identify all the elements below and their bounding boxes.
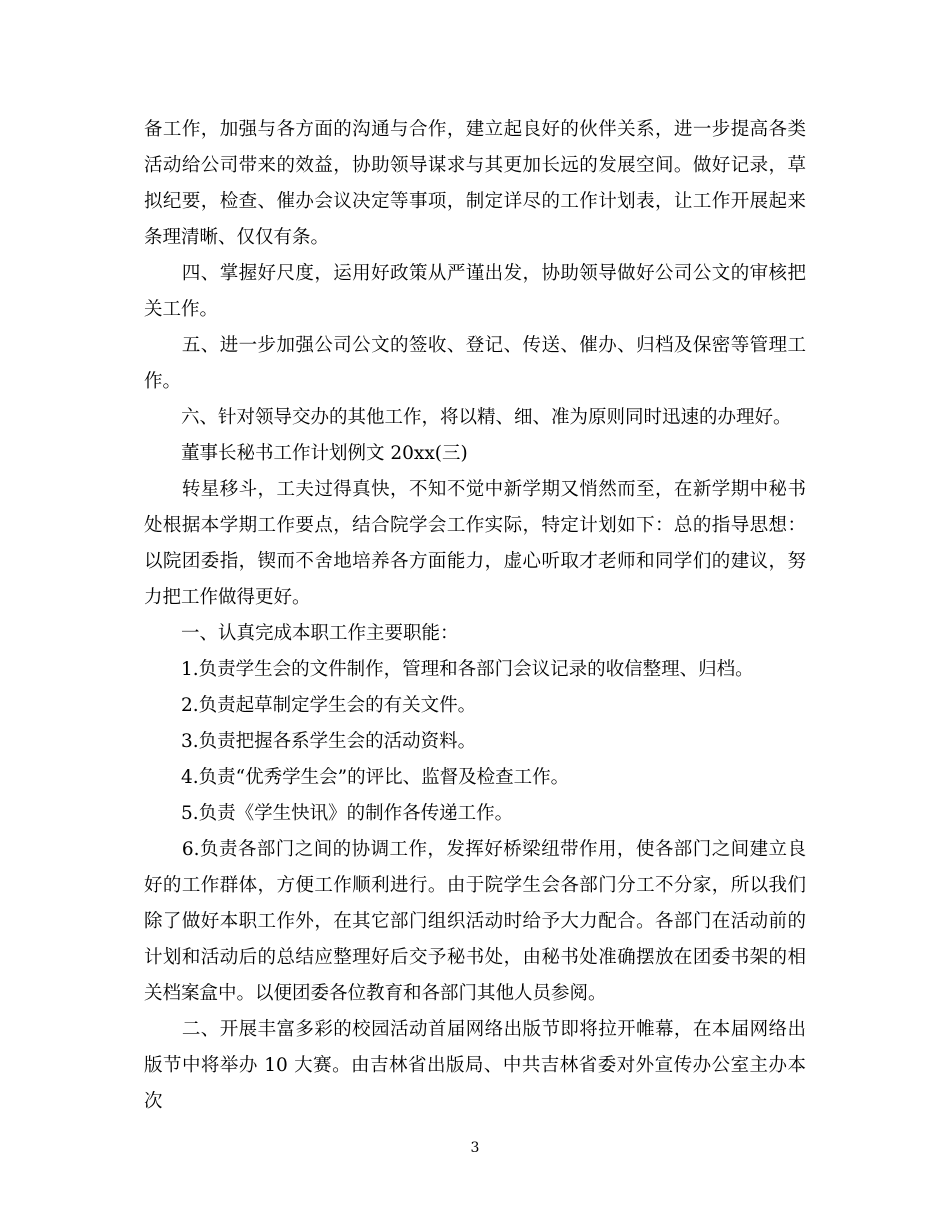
list-item-5: 5.负责《学生快讯》的制作各传递工作。	[144, 803, 514, 824]
list-item-6: 6.负责各部门之间的协调工作，发挥好桥梁纽带作用，使各部门之间建立良好的工作群体，方便工作顺利进行。由于院学生会各部门分工不分家，所以我们除了做好本职工作外，在其它部门组织活动时给予大力配合。各部门在活动前的计划和活动后的总结应整理好后交予秘书处，由秘书处准确摆放在团委书架的相关档案盒中。以便团委各位教育和各部门其他人员参阅。	[144, 839, 806, 1004]
page-number: 3	[470, 1140, 480, 1156]
paragraph-section-1: 一、认真完成本职工作主要职能：	[144, 623, 459, 644]
list-item-1: 1.负责学生会的文件制作，管理和各部门会议记录的收信整理、归档。	[144, 659, 754, 680]
list-item-4: 4.负责“优秀学生会”的评比、监督及检查工作。	[144, 767, 570, 788]
list-item-2: 2.负责起草制定学生会的有关文件。	[144, 695, 477, 716]
section-heading: 董事长秘书工作计划例文 20xx(三)	[144, 443, 468, 464]
paragraph-item-4: 四、掌握好尺度，运用好政策从严谨出发，协助领导做好公司公文的审核把关工作。	[144, 263, 806, 320]
paragraph-section-2: 二、开展丰富多彩的校园活动首届网络出版节即将拉开帷幕，在本届网络出版节中将举办 10 大赛。由吉林省出版局、中共吉林省委对外宣传办公室主办本次	[144, 1019, 806, 1112]
list-item-3: 3.负责把握各系学生会的活动资料。	[144, 731, 477, 752]
paragraph-intro: 转星移斗，工夫过得真快，不知不觉中新学期又悄然而至，在新学期中秘书处根据本学期工作要点，结合院学会工作实际，特定计划如下：总的指导思想：以院团委指，锲而不舍地培养各方面能力，虚心听取才老师和同学们的建议，努力把工作做得更好。	[144, 479, 806, 608]
document-body	[144, 112, 806, 1120]
paragraph-item-6: 六、针对领导交办的其他工作，将以精、细、准为原则同时迅速的办理好。	[144, 407, 792, 428]
paragraph-item-5: 五、进一步加强公司公文的签收、登记、传送、催办、归档及保密等管理工作。	[144, 335, 806, 392]
paragraph-continuation: 备工作，加强与各方面的沟通与合作，建立起良好的伙伴关系，进一步提高各类活动给公司带来的效益，协助领导谋求与其更加长远的发展空间。做好记录，草拟纪要，检查、催办会议决定等事项，制定详尽的工作计划表，让工作开展起来条理清晰、仅仅有条。	[144, 119, 806, 248]
